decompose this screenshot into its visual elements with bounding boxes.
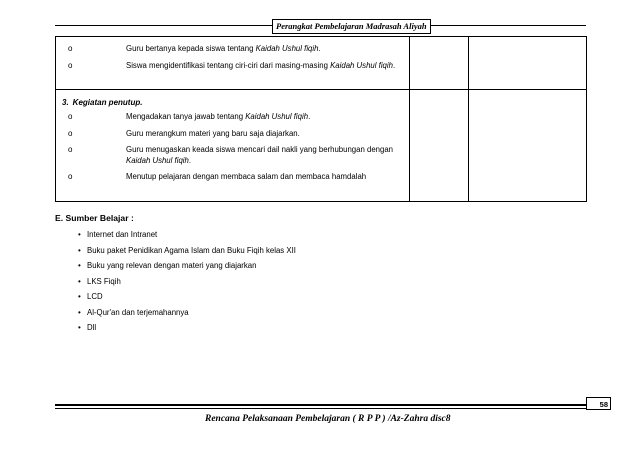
page-number: 58 <box>586 397 611 410</box>
footer-rule-thin <box>55 408 586 409</box>
bullet-marker: • <box>78 276 81 286</box>
source-list <box>78 229 296 338</box>
bullet-marker: • <box>78 261 81 270</box>
list-item: o Guru bertanya kepada siswa tentang Kaidah Ushul fiqih. <box>68 44 321 53</box>
list-item: • Buku yang relevan dengan materi yang diajarkan <box>78 261 257 270</box>
table-row <box>56 37 587 90</box>
bullet-marker: o <box>68 60 73 70</box>
list-item: o Siswa mengidentifikasi tentang ciri-ciri dari masing-masing Kaidah Ushul fiqih. <box>68 60 396 70</box>
bullet-marker: • <box>78 323 81 332</box>
time-cell <box>410 37 469 90</box>
notes-cell <box>469 37 587 90</box>
activity-cell <box>56 90 410 202</box>
list-item: • Al-Qur'an dan terjemahannya <box>78 307 189 317</box>
list-item: o Menutup pelajaran dengan membaca salam dan membaca hamdalah <box>68 172 367 181</box>
lesson-activity-table <box>55 36 587 202</box>
bullet-marker: • <box>78 307 81 317</box>
bullet-marker: o <box>68 128 73 138</box>
list-item: • LCD <box>78 292 103 301</box>
bullet-marker: • <box>78 245 81 255</box>
bullet-marker: o <box>68 44 73 53</box>
bullet-marker: • <box>78 292 81 301</box>
notes-cell <box>469 90 587 202</box>
section-title: 3. Kegiatan penutup. <box>62 98 143 107</box>
list-item: • LKS Fiqih <box>78 276 121 286</box>
activity-cell <box>56 37 410 90</box>
list-item: o Guru merangkum materi yang baru saja diajarkan. <box>68 128 300 138</box>
bullet-marker: o <box>68 172 73 181</box>
table-row <box>56 90 587 202</box>
time-cell <box>410 90 469 202</box>
bullet-marker: o <box>68 145 73 154</box>
header-title: Perangkat Pembelajaran Madrasah Aliyah <box>272 19 431 34</box>
list-item: o Mengadakan tanya jawab tentang Kaidah Ushul fiqih. <box>68 112 311 121</box>
footer-rule <box>55 404 586 406</box>
bullet-marker: o <box>68 112 73 121</box>
list-item: • Dll <box>78 323 97 332</box>
list-item: • Buku paket Penidikan Agama Islam dan Buku Fiqih kelas XII <box>78 245 296 255</box>
section-title: E. Sumber Belajar : <box>55 213 134 223</box>
footer-title: Rencana Pelaksanaan Pembelajaran ( R P P ) /Az-Zahra disc8 <box>205 414 451 424</box>
bullet-marker: • <box>78 230 81 239</box>
list-item: o Guru menugaskan keada siswa mencari dail nakli yang berhubungan dengan Kaidah Ushul fiqih. <box>68 145 394 165</box>
list-item: • Internet dan Intranet <box>78 230 158 239</box>
